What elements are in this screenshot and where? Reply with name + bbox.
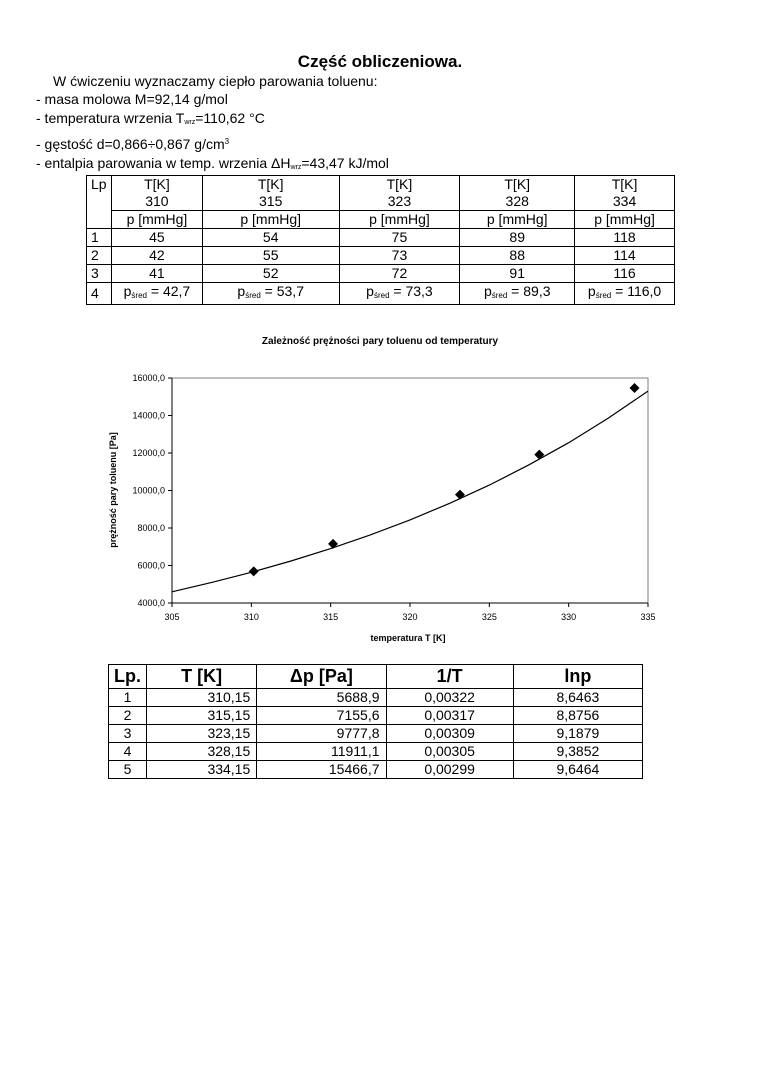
table-cell: 73: [339, 247, 460, 265]
boiling-prefix: - temperatura wrzenia T: [36, 110, 185, 126]
avg-sub: śred: [491, 291, 508, 300]
table-cell: 15466,7: [257, 761, 386, 779]
molar-mass-line: - masa molowa M=92,14 g/mol: [36, 91, 228, 107]
table-row: [109, 707, 643, 725]
x-tick-label: 310: [243, 612, 259, 622]
header-lnp: lnp: [513, 665, 642, 689]
p-symbol: p: [123, 283, 132, 299]
table-cell: 5: [109, 761, 147, 779]
table-cell: 8,6463: [513, 689, 642, 707]
table-row: [87, 229, 675, 247]
average-cell: [575, 283, 675, 305]
average-cell: [202, 283, 339, 305]
p-symbol: p: [237, 283, 246, 299]
unit-cell: p [mmHg]: [460, 211, 575, 229]
table-cell: 55: [202, 247, 339, 265]
avg-sub: śred: [595, 291, 612, 300]
temp-value: 323: [387, 193, 412, 209]
table-header-row: [87, 176, 675, 211]
table-row: [109, 743, 643, 761]
table-row: [109, 725, 643, 743]
temp-header-cell: [202, 176, 339, 211]
avg-sub: śred: [245, 291, 261, 300]
lp-cell: 2: [87, 247, 112, 265]
temp-header-cell: [111, 176, 202, 211]
unit-cell: p [mmHg]: [575, 211, 675, 229]
y-tick-label: 14000,0: [132, 410, 165, 421]
lp-header: Lp: [87, 176, 112, 229]
y-tick-label: 10000,0: [132, 485, 165, 496]
temp-header-cell: [339, 176, 460, 211]
results-table: [108, 664, 643, 779]
p-symbol: p: [366, 283, 374, 299]
avg-value: = 73,3: [389, 283, 433, 299]
table-cell: 91: [460, 265, 575, 283]
unit-cell: p [mmHg]: [202, 211, 339, 229]
y-axis-label: prężność pary toluenu [Pa]: [108, 432, 118, 548]
lp-cell: 3: [87, 265, 112, 283]
average-cell: [339, 283, 460, 305]
chart-title: Zależność prężności pary toluenu od temperatury: [261, 336, 499, 347]
enthalpy-prefix: - entalpia parowania w temp. wrzenia ΔH: [36, 155, 291, 171]
temp-value: 328: [505, 193, 529, 209]
table-cell: 9,3852: [513, 743, 642, 761]
average-cell: [460, 283, 575, 305]
table-cell: 7155,6: [257, 707, 386, 725]
table-cell: 1: [109, 689, 147, 707]
table-cell: 41: [111, 265, 202, 283]
temp-value: 334: [612, 193, 637, 209]
table-cell: 5688,9: [257, 689, 386, 707]
avg-value: = 116,0: [611, 283, 662, 299]
p-symbol: p: [483, 283, 492, 299]
y-tick-label: 12000,0: [132, 448, 165, 458]
data-point: [630, 383, 640, 393]
x-tick-label: 305: [164, 612, 180, 622]
temp-header-cell: [575, 176, 675, 211]
header-t: T [K]: [147, 665, 257, 689]
table-cell: 9777,8: [257, 725, 386, 743]
plot-area: [172, 378, 648, 603]
header-dp: Δp [Pa]: [257, 665, 386, 689]
table-row: [87, 247, 675, 265]
table-cell: 52: [202, 265, 339, 283]
table-header-row: [109, 665, 643, 689]
table-cell: 334,15: [147, 761, 257, 779]
x-tick-label: 320: [402, 612, 418, 622]
x-tick-label: 325: [481, 612, 497, 622]
table-cell: 89: [460, 229, 575, 247]
enthalpy-suffix: =43,47 kJ/mol: [301, 155, 389, 171]
y-tick-label: 16000,0: [132, 373, 165, 383]
avg-value: = 53,7: [260, 283, 304, 299]
avg-value: = 89,3: [507, 283, 551, 299]
tk-label: T[K]: [257, 176, 284, 192]
lp-cell: 4: [87, 283, 112, 305]
avg-sub: śred: [373, 291, 390, 300]
x-tick-label: 330: [561, 612, 577, 622]
x-tick-label: 315: [323, 612, 339, 622]
table-cell: 0,00299: [386, 761, 513, 779]
header-lp: Lp.: [109, 665, 147, 689]
data-point: [455, 490, 465, 500]
x-axis-label: temperatura T [K]: [370, 633, 446, 643]
table-cell: 9,1879: [513, 725, 642, 743]
data-point: [249, 566, 259, 576]
trend-line: [172, 391, 648, 592]
table-cell: 8,8756: [513, 707, 642, 725]
tk-label: T[K]: [504, 176, 531, 192]
tk-label: T[K]: [144, 176, 170, 192]
average-row: [87, 283, 675, 305]
data-point: [534, 450, 544, 460]
y-tick-label: 6000,0: [137, 560, 165, 571]
temp-header-cell: [460, 176, 575, 211]
density-line: [36, 132, 389, 154]
table-cell: 11911,1: [257, 743, 386, 761]
table-cell: 0,00317: [386, 707, 513, 725]
boiling-point-line: [36, 109, 389, 132]
density-sup: 3: [224, 137, 230, 146]
tk-label: T[K]: [611, 176, 638, 192]
properties-list: [36, 90, 389, 177]
table-cell: 45: [111, 229, 202, 247]
y-tick-label: 4000,0: [137, 598, 165, 608]
boiling-suffix: =110,62 °C: [195, 110, 265, 126]
table-cell: 54: [202, 229, 339, 247]
table-cell: 328,15: [147, 743, 257, 761]
table-row: [109, 761, 643, 779]
table-cell: 2: [109, 707, 147, 725]
tk-label: T[K]: [386, 176, 413, 192]
table-cell: 42: [111, 247, 202, 265]
table-cell: 3: [109, 725, 147, 743]
intro-text: W ćwiczeniu wyznaczamy ciepło parowania toluenu:: [53, 73, 378, 89]
enthalpy-sub: wrz: [290, 164, 302, 171]
table-cell: 114: [575, 247, 675, 265]
average-cell: [111, 283, 202, 305]
table-cell: 116: [575, 265, 675, 283]
vapor-pressure-chart: [100, 360, 660, 650]
y-tick-label: 8000,0: [137, 523, 165, 533]
table-cell: 0,00309: [386, 725, 513, 743]
data-point: [328, 539, 338, 549]
table-cell: 315,15: [147, 707, 257, 725]
enthalpy-line: [36, 154, 389, 177]
table-cell: 72: [339, 265, 460, 283]
table-row: [87, 265, 675, 283]
temp-value: 315: [259, 193, 283, 209]
boiling-sub: wrz: [184, 119, 196, 126]
table-cell: 0,00322: [386, 689, 513, 707]
table-cell: 75: [339, 229, 460, 247]
page-title: Część obliczeniowa.: [297, 52, 463, 71]
temp-value: 310: [145, 193, 169, 209]
table-cell: 323,15: [147, 725, 257, 743]
lp-cell: 1: [87, 229, 112, 247]
p-symbol: p: [587, 283, 596, 299]
unit-cell: p [mmHg]: [111, 211, 202, 229]
table-cell: 88: [460, 247, 575, 265]
table-cell: 310,15: [147, 689, 257, 707]
density-prefix: - gęstość d=0,866÷0,867 g/cm: [36, 136, 225, 152]
unit-row: [87, 211, 675, 229]
table-cell: 0,00305: [386, 743, 513, 761]
table-cell: 9,6464: [513, 761, 642, 779]
table-cell: 4: [109, 743, 147, 761]
avg-sub: śred: [131, 291, 147, 300]
x-tick-label: 335: [640, 612, 656, 622]
table-cell: 118: [575, 229, 675, 247]
measurements-table: [86, 175, 675, 305]
avg-value: = 42,7: [146, 283, 191, 299]
table-row: [109, 689, 643, 707]
header-inv-t: 1/T: [386, 665, 513, 689]
unit-cell: p [mmHg]: [339, 211, 460, 229]
